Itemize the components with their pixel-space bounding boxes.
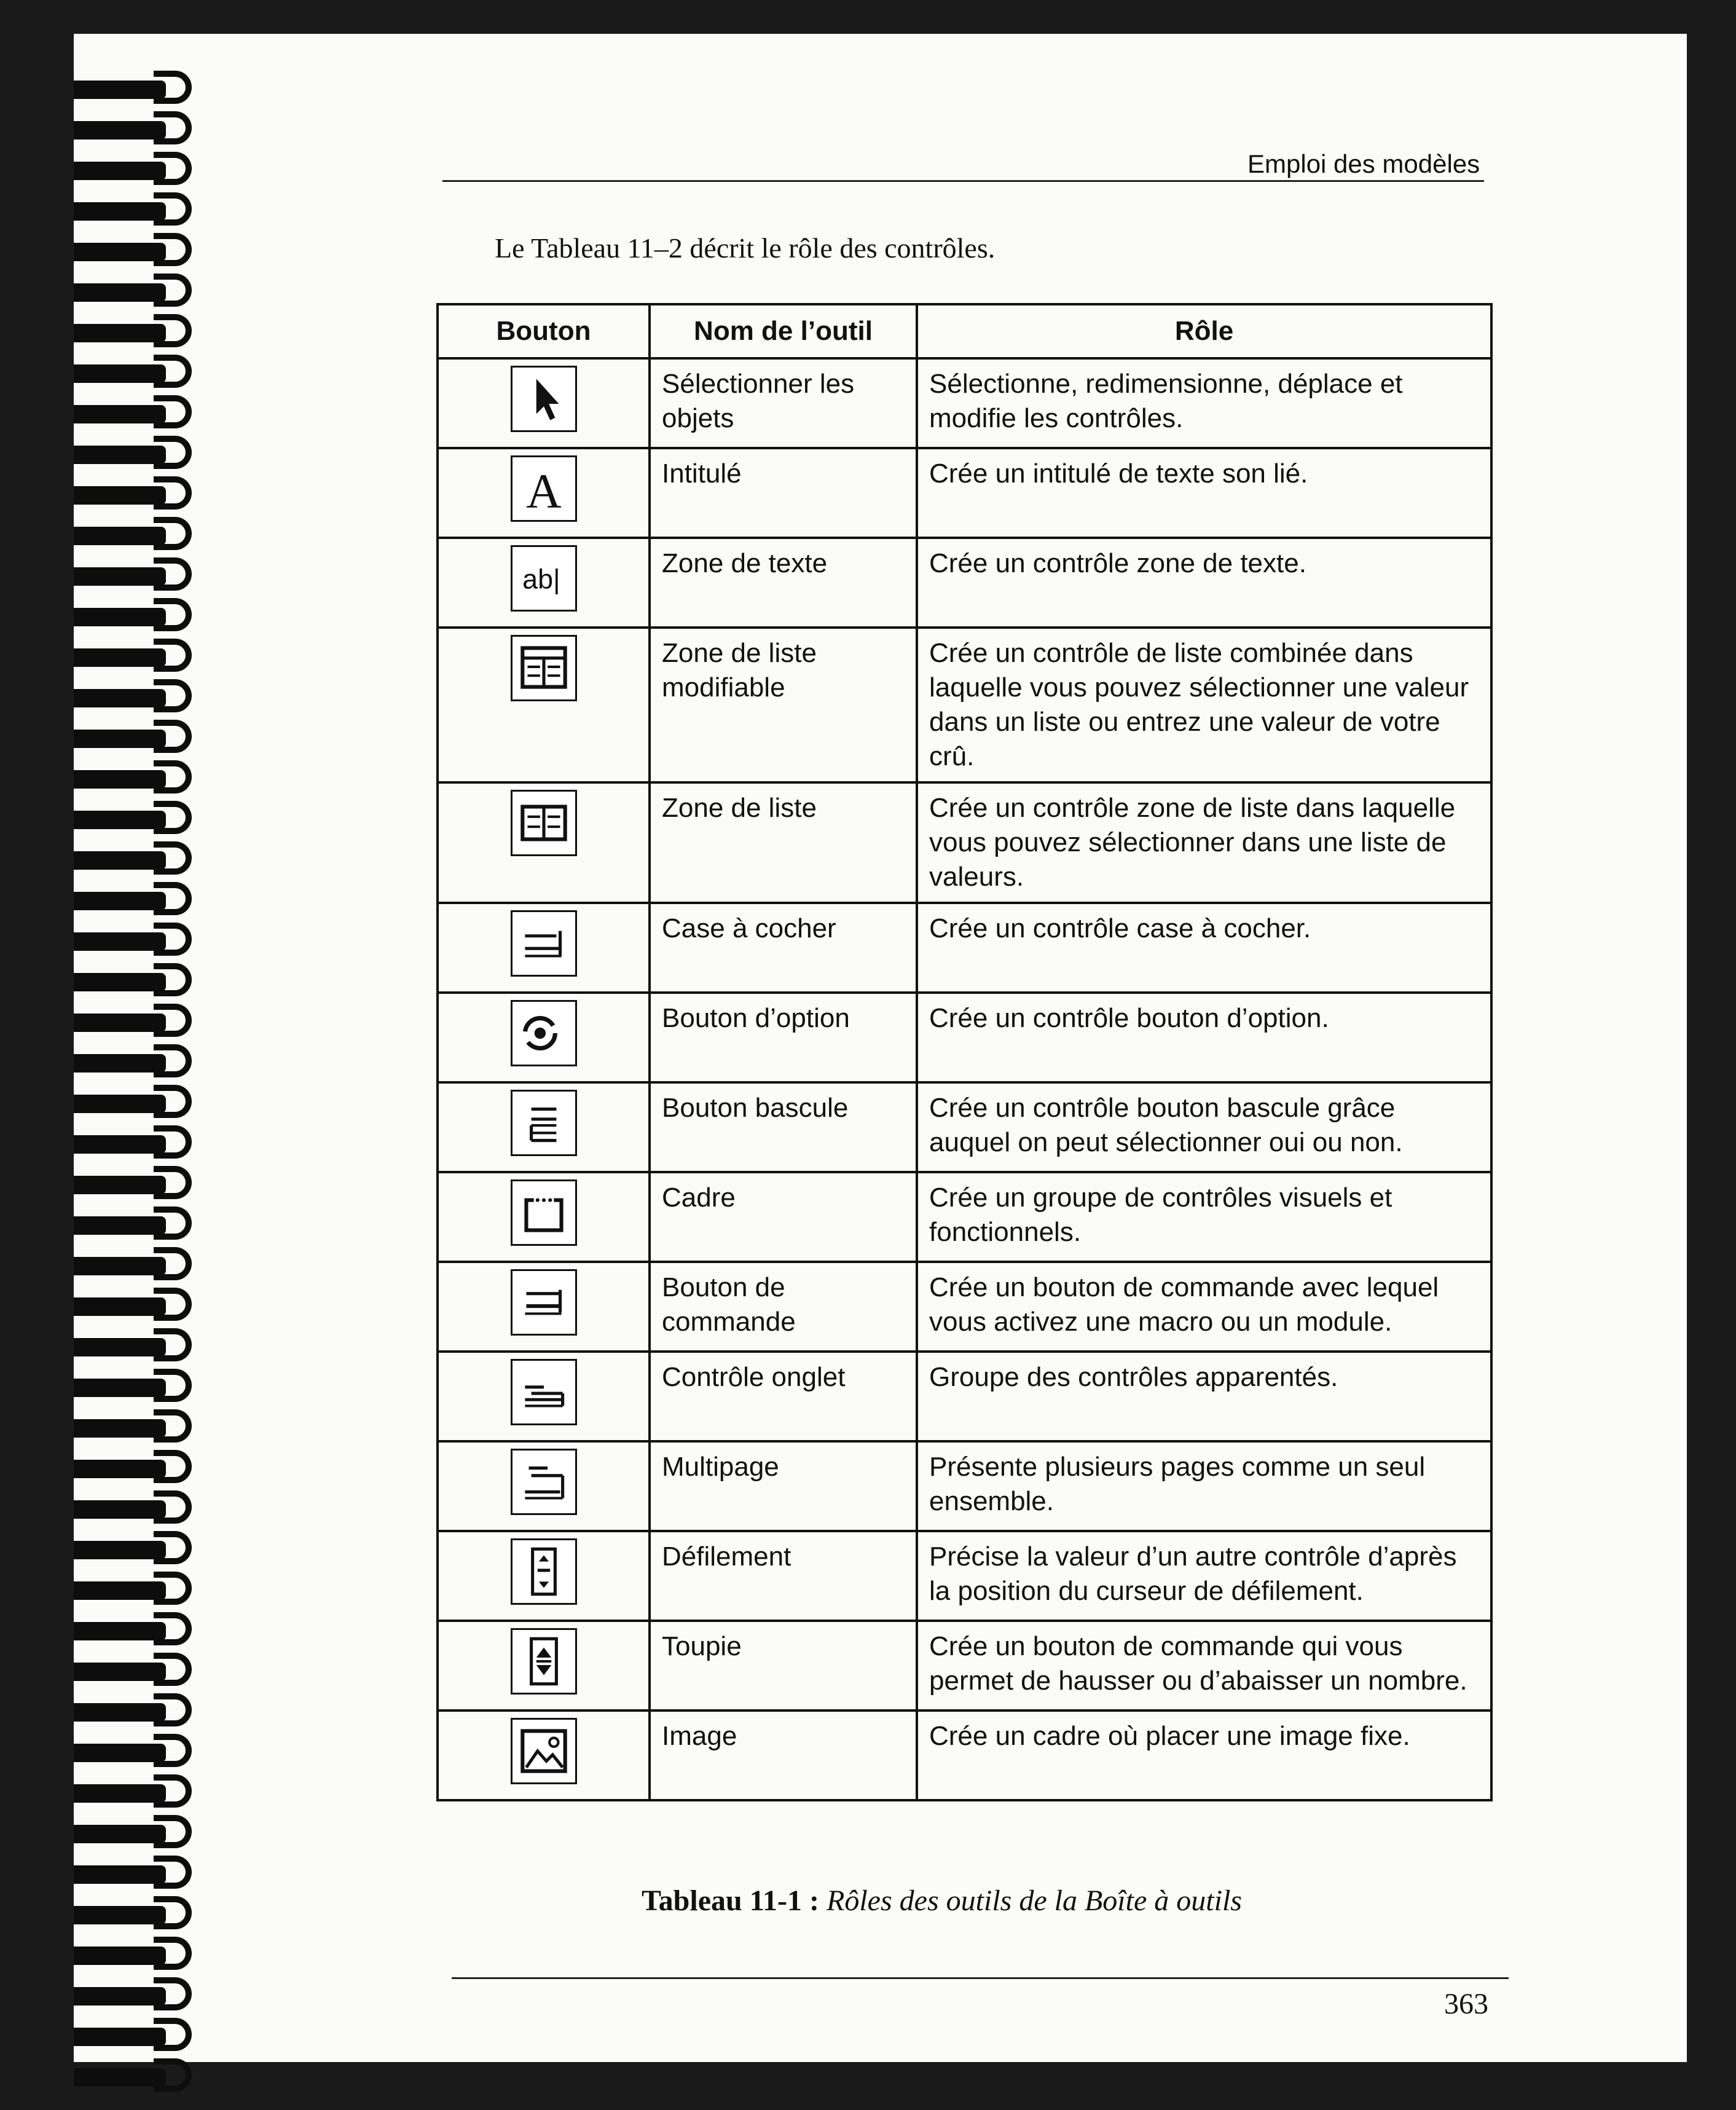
binding-ring	[74, 1612, 227, 1650]
table-row	[438, 903, 1491, 993]
bouton-cell	[438, 1262, 650, 1352]
binding-ring	[74, 436, 227, 474]
column-header-role: Rôle	[917, 304, 1491, 358]
footer-rule	[452, 1977, 1509, 1979]
table-row	[438, 628, 1491, 782]
binding-ring	[74, 111, 227, 149]
binding-ring	[74, 557, 227, 596]
binding-ring	[74, 314, 227, 352]
tool-name-cell: Bouton d’option	[650, 993, 917, 1082]
toggle-button-icon	[511, 1090, 577, 1156]
bouton-cell	[438, 993, 650, 1082]
binding-ring	[74, 517, 227, 555]
binding-ring	[74, 2018, 227, 2056]
binding-ring	[74, 841, 227, 880]
bouton-cell	[438, 1082, 650, 1172]
letter-a-icon	[511, 455, 577, 522]
svg-text:ab|: ab|	[522, 563, 560, 595]
checkbox-icon	[511, 910, 577, 977]
table-row	[438, 1172, 1491, 1262]
binding-ring	[74, 1085, 227, 1123]
bouton-cell	[438, 1441, 650, 1531]
tool-role-cell: Crée un bouton de commande qui vous permet de hausser ou d’abaisser un nombre.	[917, 1621, 1491, 1710]
table-row	[438, 358, 1491, 448]
table-row	[438, 1262, 1491, 1352]
bouton-cell	[438, 1352, 650, 1441]
list-box-icon	[511, 790, 577, 856]
image-icon	[511, 1718, 577, 1784]
scroll-bar-icon	[511, 1538, 577, 1605]
binding-ring	[74, 1328, 227, 1366]
tool-role-cell: Présente plusieurs pages comme un seul ensemble.	[917, 1441, 1491, 1531]
tool-role-cell: Crée un contrôle bouton bascule grâce auquel on peut sélectionner oui ou non.	[917, 1082, 1491, 1172]
table-row	[438, 993, 1491, 1082]
table-row	[438, 1531, 1491, 1621]
table-row	[438, 1082, 1491, 1172]
binding-ring	[74, 1977, 227, 2015]
binding-ring	[74, 1774, 227, 1813]
caption-title: Rôles des outils de la Boîte à outils	[827, 1884, 1242, 1917]
binding-ring	[74, 963, 227, 1001]
tool-role-cell: Sélectionne, redimensionne, déplace et modifie les contrôles.	[917, 358, 1491, 448]
table-header-row	[438, 304, 1491, 358]
tool-role-cell: Crée un contrôle case à cocher.	[917, 903, 1491, 993]
bouton-cell	[438, 1531, 650, 1621]
tool-role-cell: Crée un contrôle zone de texte.	[917, 538, 1491, 628]
binding-ring	[74, 720, 227, 758]
table-row	[438, 782, 1491, 903]
binding-ring	[74, 355, 227, 393]
tool-role-cell: Crée un contrôle de liste combinée dans laquelle vous pouvez sélectionner une valeur dans un liste ou entrez une valeur de votre crû.	[917, 628, 1491, 782]
table-row	[438, 1352, 1491, 1441]
binding-ring	[74, 1531, 227, 1569]
tool-name-cell: Image	[650, 1710, 917, 1800]
tool-role-cell: Crée un bouton de commande avec lequel vous activez une macro ou un module.	[917, 1262, 1491, 1352]
text-box-icon	[511, 545, 577, 612]
binding-ring	[74, 395, 227, 433]
binding-ring	[74, 1369, 227, 1407]
table-row	[438, 1441, 1491, 1531]
tool-name-cell: Bouton de commande	[650, 1262, 917, 1352]
binding-ring	[74, 1815, 227, 1853]
tool-name-cell: Cadre	[650, 1172, 917, 1262]
table-row	[438, 1621, 1491, 1710]
intro-sentence: Le Tableau 11–2 décrit le rôle des contrôles.	[495, 232, 996, 264]
tool-role-cell: Crée un contrôle bouton d’option.	[917, 993, 1491, 1082]
bouton-cell	[438, 358, 650, 448]
binding-ring	[74, 1450, 227, 1488]
binding-ring	[74, 233, 227, 271]
tool-role-cell: Précise la valeur d’un autre contrôle d’après la position du curseur de défilement.	[917, 1531, 1491, 1621]
spiral-binding	[74, 71, 227, 2099]
binding-ring	[74, 1937, 227, 1975]
binding-ring	[74, 1409, 227, 1447]
tool-role-cell: Crée un cadre où placer une image fixe.	[917, 1710, 1491, 1800]
pointer-arrow-icon	[511, 366, 577, 432]
column-header-bouton: Bouton	[438, 304, 650, 358]
table-row	[438, 1710, 1491, 1800]
option-button-icon	[511, 1000, 577, 1066]
bouton-cell	[438, 1710, 650, 1800]
table-caption	[74, 1884, 1736, 1918]
tool-name-cell: Intitulé	[650, 448, 917, 538]
binding-ring	[74, 801, 227, 839]
command-button-icon	[511, 1269, 577, 1336]
binding-ring	[74, 71, 227, 109]
binding-ring	[74, 679, 227, 717]
binding-ring	[74, 1693, 227, 1731]
binding-ring	[74, 274, 227, 312]
tool-name-cell: Zone de liste modifiable	[650, 628, 917, 782]
running-head: Emploi des modèles	[1247, 149, 1480, 178]
spin-button-icon	[511, 1628, 577, 1695]
binding-ring	[74, 192, 227, 230]
tool-name-cell: Bouton bascule	[650, 1082, 917, 1172]
tool-role-cell: Crée un intitulé de texte son lié.	[917, 448, 1491, 538]
tool-name-cell: Multipage	[650, 1441, 917, 1531]
tool-role-cell: Groupe des contrôles apparentés.	[917, 1352, 1491, 1441]
binding-ring	[74, 1004, 227, 1042]
bouton-cell	[438, 1172, 650, 1262]
binding-ring	[74, 760, 227, 798]
column-header-nom: Nom de l’outil	[650, 304, 917, 358]
binding-ring	[74, 1288, 227, 1326]
tool-name-cell: Toupie	[650, 1621, 917, 1710]
bouton-cell	[438, 1621, 650, 1710]
tool-name-cell: Zone de texte	[650, 538, 917, 628]
tool-name-cell: Sélectionner les objets	[650, 358, 917, 448]
tool-name-cell: Case à cocher	[650, 903, 917, 993]
tool-role-cell: Crée un groupe de contrôles visuels et fonctionnels.	[917, 1172, 1491, 1262]
binding-ring	[74, 1044, 227, 1082]
combo-box-icon	[511, 635, 577, 701]
binding-ring	[74, 1125, 227, 1163]
binding-ring	[74, 1247, 227, 1285]
binding-ring	[74, 1734, 227, 1772]
book-page	[74, 34, 1687, 2062]
frame-icon	[511, 1179, 577, 1246]
table-row	[438, 538, 1491, 628]
header-rule	[442, 180, 1484, 182]
binding-ring	[74, 1166, 227, 1204]
bouton-cell	[438, 903, 650, 993]
bouton-cell	[438, 628, 650, 782]
binding-ring	[74, 1653, 227, 1691]
binding-ring	[74, 923, 227, 961]
caption-label: Tableau 11-1 :	[642, 1884, 820, 1917]
page-number: 363	[1444, 1988, 1488, 2020]
multipage-icon	[511, 1449, 577, 1515]
binding-ring	[74, 2058, 227, 2096]
binding-ring	[74, 1207, 227, 1245]
tool-name-cell: Défilement	[650, 1531, 917, 1621]
binding-ring	[74, 476, 227, 514]
tool-name-cell: Zone de liste	[650, 782, 917, 903]
tool-name-cell: Contrôle onglet	[650, 1352, 917, 1441]
bouton-cell	[438, 538, 650, 628]
tools-table	[436, 303, 1493, 1801]
binding-ring	[74, 882, 227, 920]
bouton-cell	[438, 782, 650, 903]
binding-ring	[74, 598, 227, 636]
svg-text:A: A	[525, 464, 562, 519]
binding-ring	[74, 639, 227, 677]
tab-strip-icon	[511, 1359, 577, 1425]
binding-ring	[74, 152, 227, 190]
tool-role-cell: Crée un contrôle zone de liste dans laquelle vous pouvez sélectionner dans une liste de valeurs.	[917, 782, 1491, 903]
binding-ring	[74, 1572, 227, 1610]
binding-ring	[74, 1490, 227, 1529]
bouton-cell	[438, 448, 650, 538]
table-row	[438, 448, 1491, 538]
